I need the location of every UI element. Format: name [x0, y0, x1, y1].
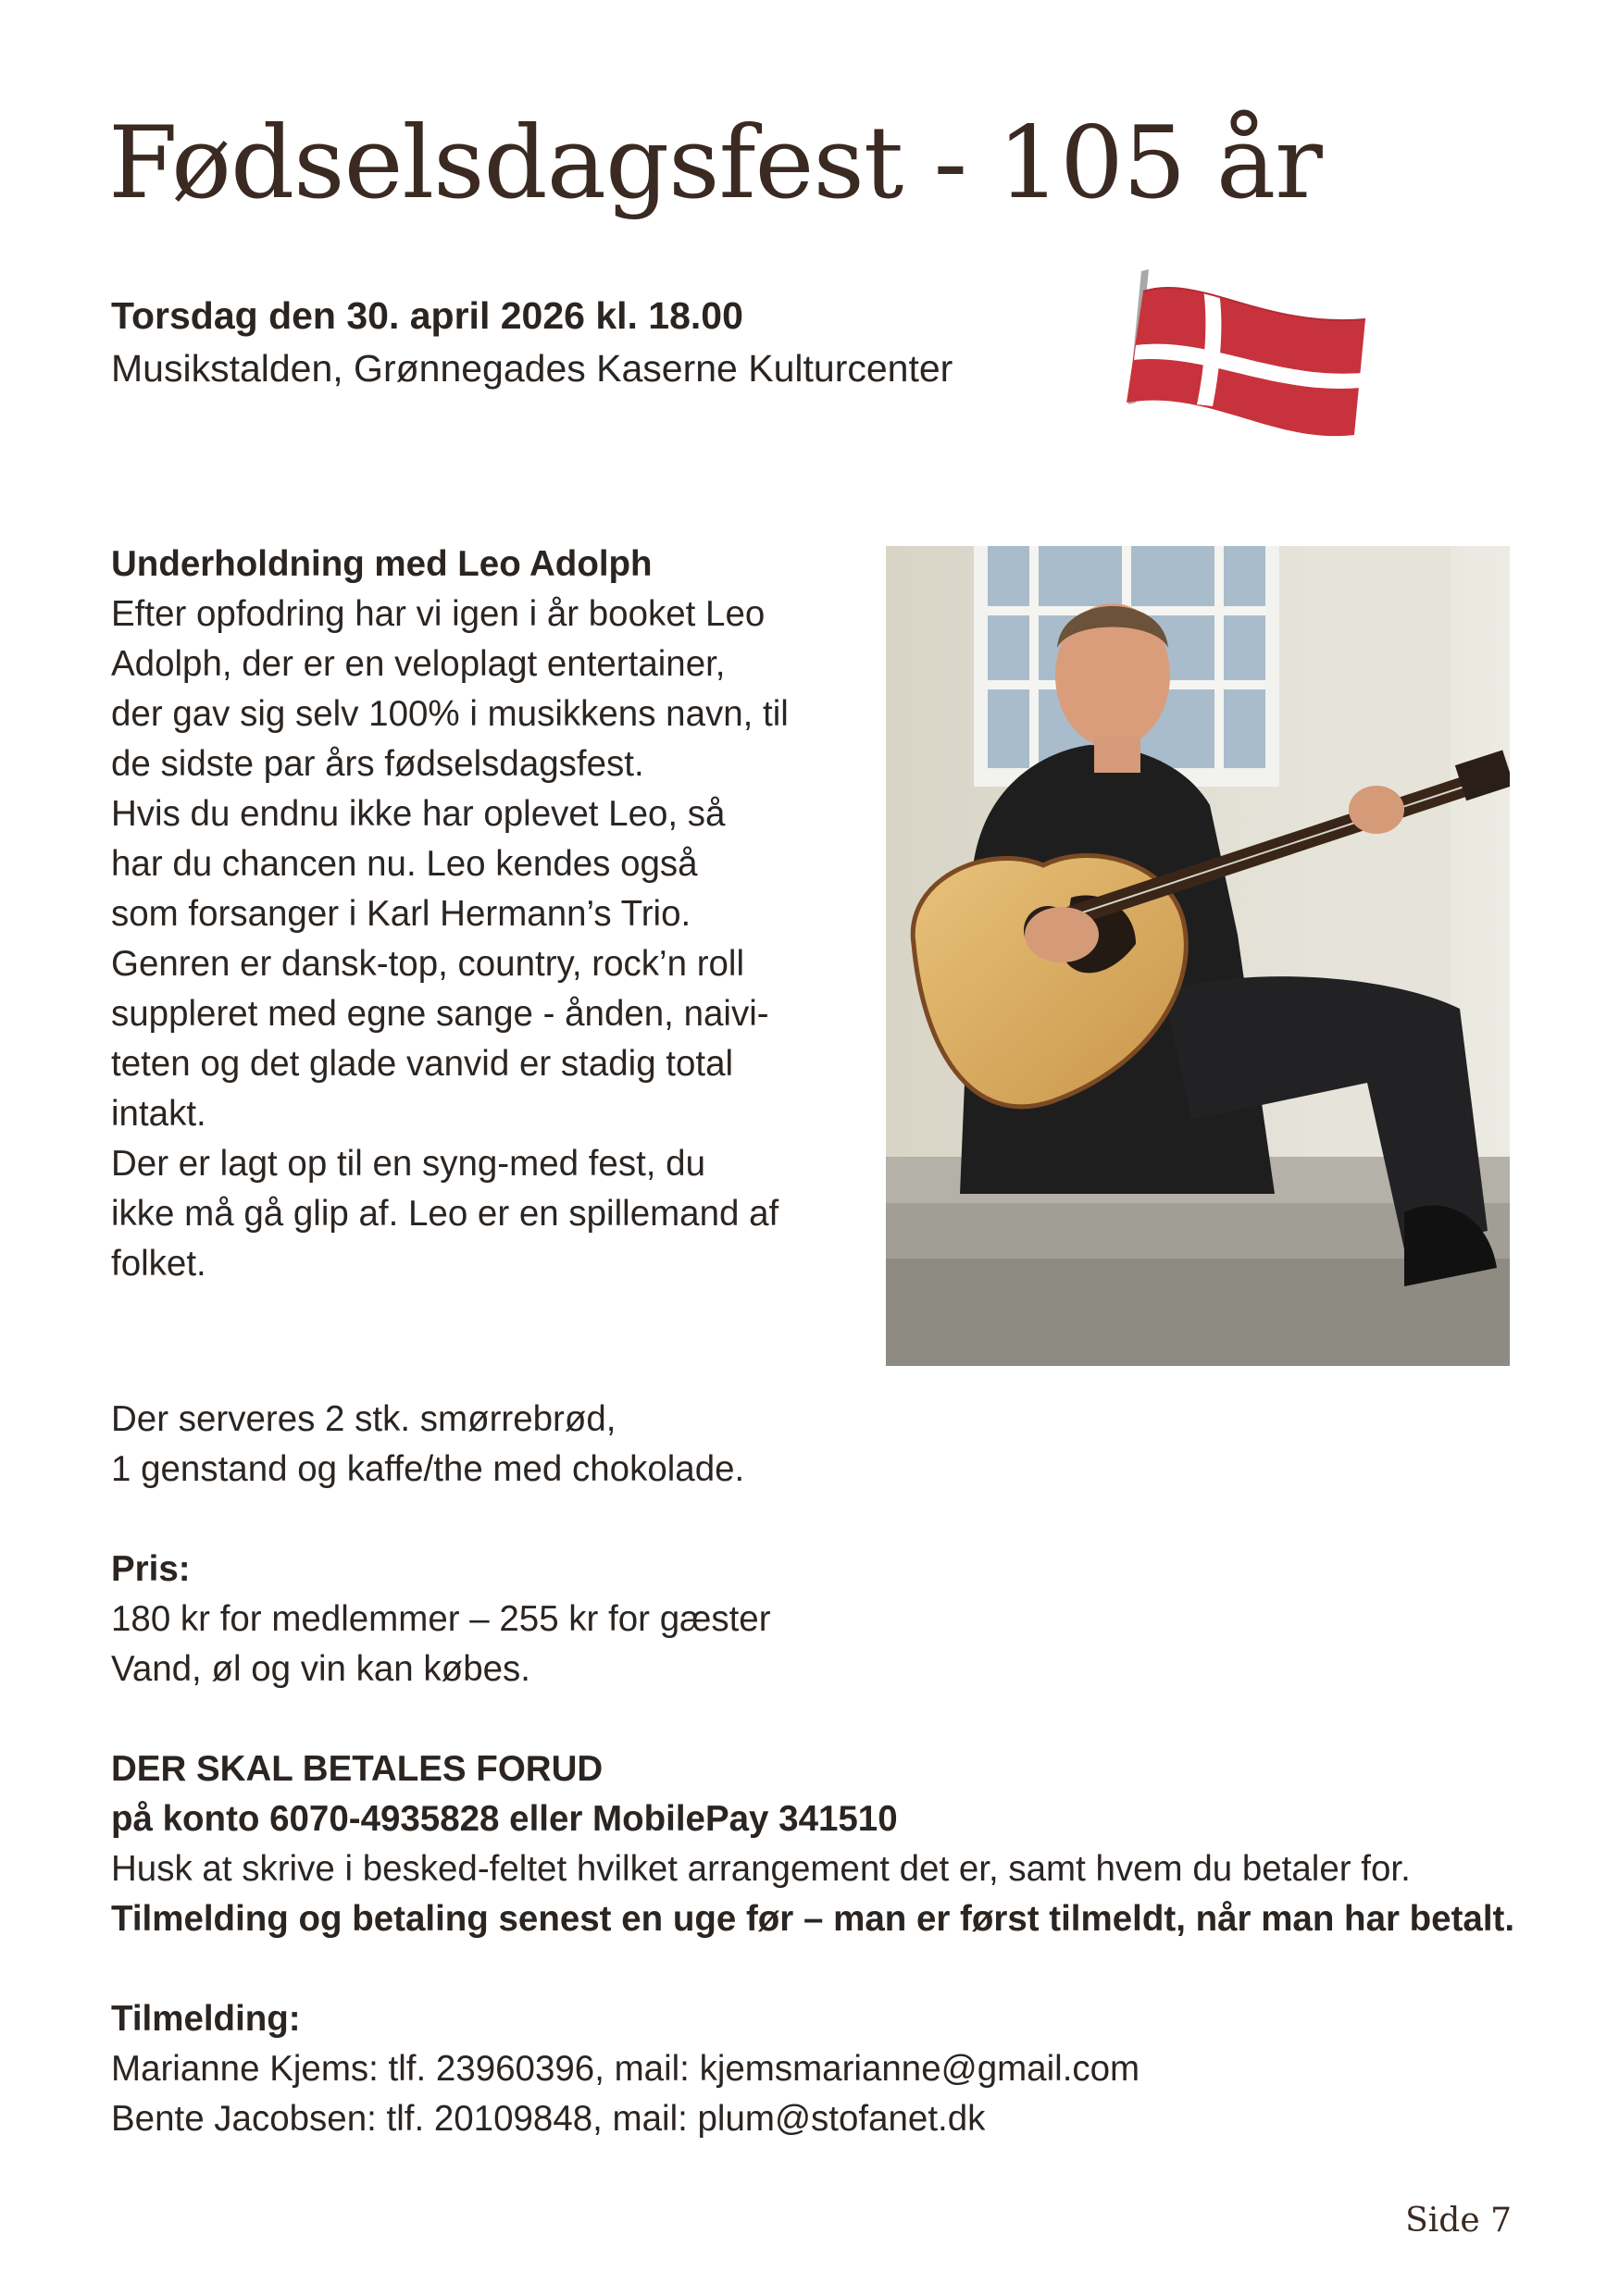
entertainment-line: ikke må gå glip af. Leo er en spillemand af — [111, 1194, 779, 1234]
entertainment-line: teten og det glade vanvid er stadig total — [111, 1044, 734, 1084]
entertainment-line: Genren er dansk-top, country, rock’n roll — [111, 944, 745, 984]
price-line: 180 kr for medlemmer – 255 kr for gæster — [111, 1599, 771, 1639]
meal-line: 1 genstand og kaffe/the med chokolade. — [111, 1449, 745, 1489]
payment-section — [111, 1744, 1514, 1944]
entertainment-line: Der er lagt op til en syng-med fest, du — [111, 1144, 705, 1184]
entertainment-line: der gav sig selv 100% i musikkens navn, til — [111, 694, 789, 734]
entertainment-line: folket. — [111, 1244, 206, 1284]
signup-contact: Bente Jacobsen: tlf. 20109848, mail: plum@stofanet.dk — [111, 2099, 986, 2139]
signup-contact: Marianne Kjems: tlf. 23960396, mail: kjemsmarianne@gmail.com — [111, 2049, 1140, 2089]
entertainment-line: har du chancen nu. Leo kendes også — [111, 844, 698, 884]
signup-section — [111, 1994, 1140, 2144]
price-heading: Pris: — [111, 1549, 191, 1589]
price-line: Vand, øl og vin kan købes. — [111, 1649, 530, 1689]
meal-line: Der serveres 2 stk. smørrebrød, — [111, 1399, 616, 1439]
page-number: Side 7 — [1405, 2202, 1512, 2240]
entertainment-section — [111, 540, 815, 1289]
event-venue: Musikstalden, Grønnegades Kaserne Kulturcenter — [111, 347, 953, 390]
guitarist-photo — [886, 546, 1510, 1366]
event-date: Torsdag den 30. april 2026 kl. 18.00 — [111, 294, 743, 337]
payment-account: på konto 6070-4935828 eller MobilePay 341510 — [111, 1799, 898, 1839]
page-title: Fødselsdagsfest - 105 år — [108, 105, 1322, 221]
danish-flag-icon — [1115, 264, 1375, 458]
payment-deadline: Tilmelding og betaling senest en uge før – man er først tilmeldt, når man har betalt. — [111, 1899, 1515, 1939]
payment-heading: DER SKAL BETALES FORUD — [111, 1749, 604, 1789]
entertainment-line: intakt. — [111, 1094, 206, 1134]
entertainment-line: som forsanger i Karl Hermann’s Trio. — [111, 894, 691, 934]
meal-section — [111, 1395, 744, 1495]
signup-heading: Tilmelding: — [111, 1999, 301, 2039]
entertainment-line: suppleret med egne sange - ånden, naivi- — [111, 994, 769, 1034]
entertainment-heading: Underholdning med Leo Adolph — [111, 544, 653, 584]
entertainment-line: Adolph, der er en veloplagt entertainer, — [111, 644, 726, 684]
entertainment-line: Hvis du endnu ikke har oplevet Leo, så — [111, 794, 726, 834]
entertainment-line: Efter opfodring har vi igen i år booket Leo — [111, 594, 766, 634]
payment-note: Husk at skrive i besked-feltet hvilket arrangement det er, samt hvem du betaler for. — [111, 1849, 1411, 1889]
price-section — [111, 1545, 771, 1694]
entertainment-line: de sidste par års fødselsdagsfest. — [111, 744, 644, 784]
